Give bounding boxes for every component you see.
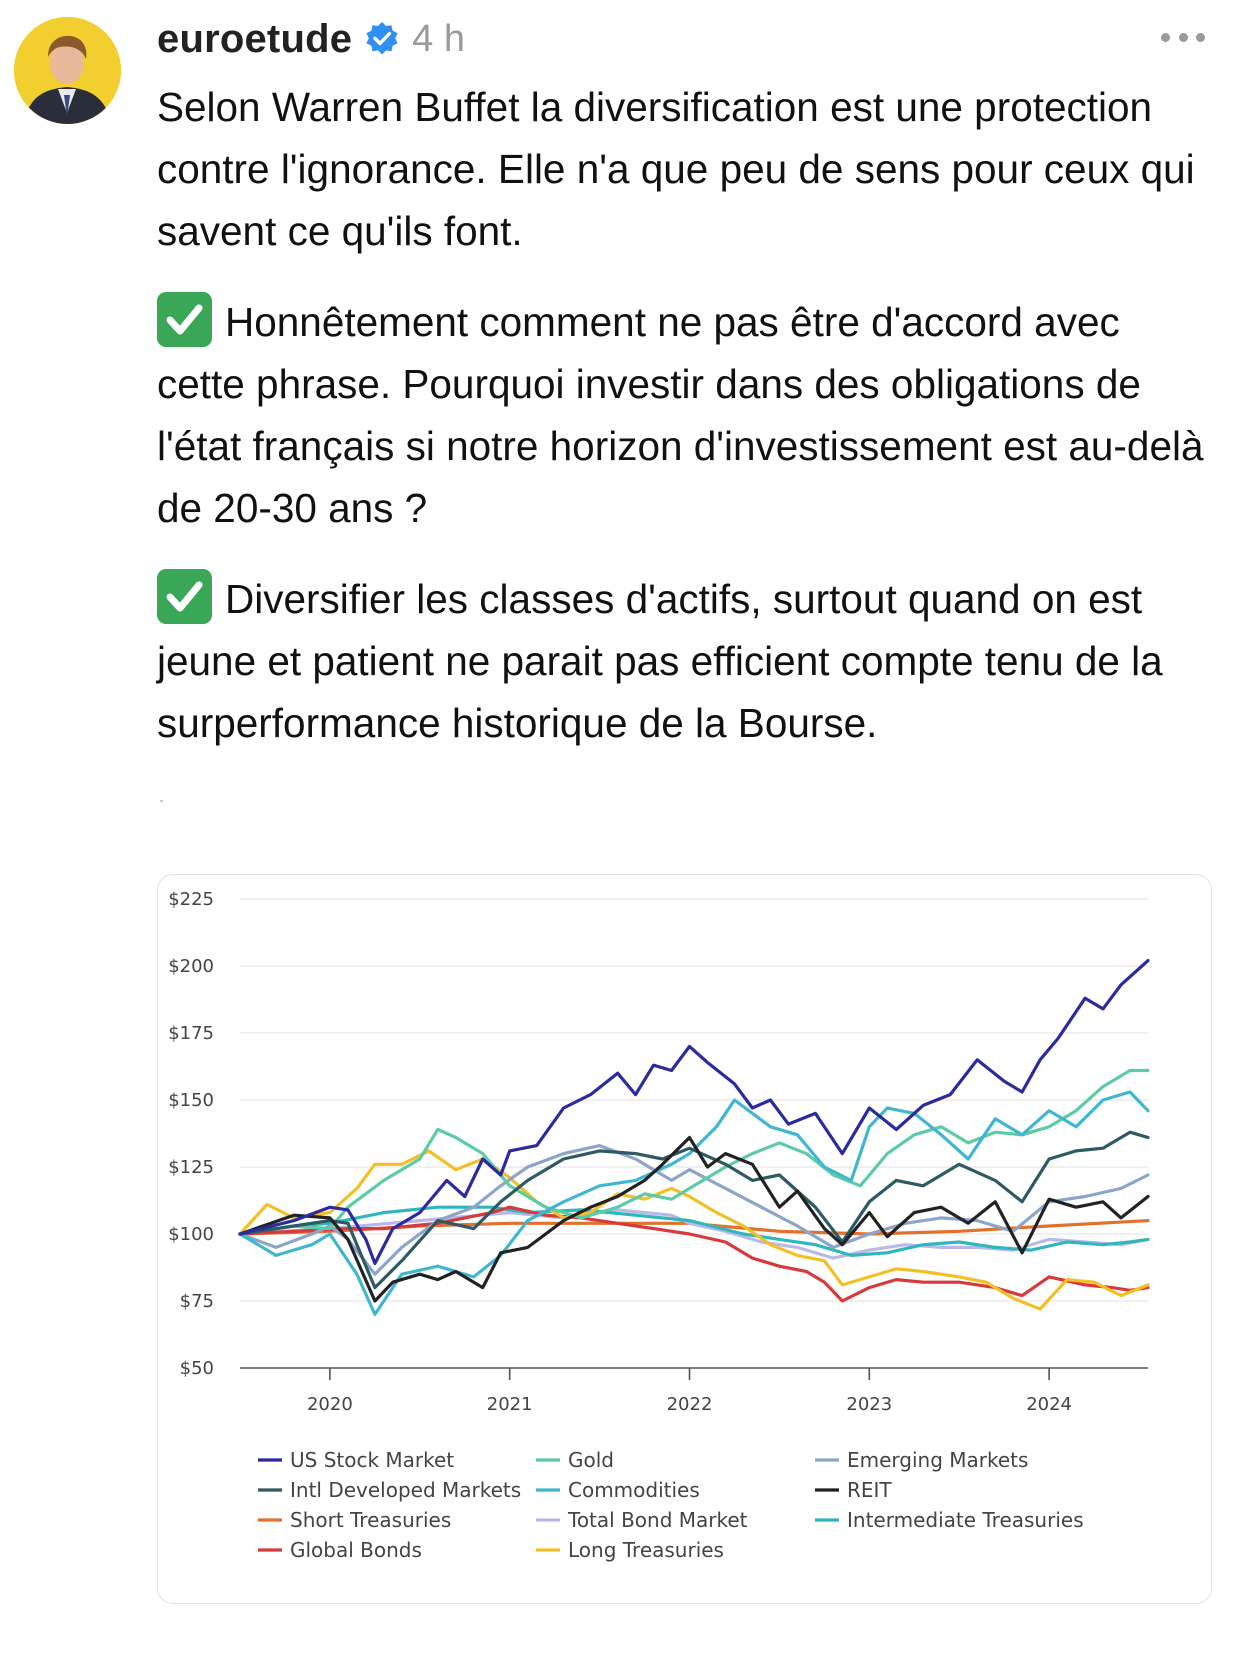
x-tick-label: 2023 <box>846 1394 893 1415</box>
legend-label: Intl Developed Markets <box>290 1478 522 1502</box>
legend-label: REIT <box>847 1478 892 1502</box>
legend-label: Global Bonds <box>290 1538 422 1562</box>
post-timestamp: 4 h <box>412 17 465 60</box>
chart-image[interactable] <box>157 874 1212 1604</box>
more-options-icon[interactable] <box>1161 20 1205 54</box>
legend-label: Commodities <box>568 1478 700 1502</box>
y-tick-label: $150 <box>168 1090 214 1111</box>
post-paragraph-2 <box>157 291 1217 539</box>
check-mark-icon <box>157 292 212 347</box>
y-tick-label: $50 <box>179 1358 214 1379</box>
y-tick-label: $175 <box>168 1023 214 1044</box>
avatar[interactable] <box>14 17 121 124</box>
post-paragraph-2-text: Honnêtement comment ne pas être d'accord avec cette phrase. Pourquoi investir dans des obligations de l'état français si notre horizon d'investissement est au-delà de 20-30 ans ? <box>157 299 1204 531</box>
legend-label: Intermediate Treasuries <box>847 1508 1084 1532</box>
divider-dot <box>160 800 163 802</box>
y-tick-label: $225 <box>168 889 214 910</box>
verified-badge-icon <box>364 21 400 57</box>
legend-label: US Stock Market <box>290 1448 455 1472</box>
x-tick-label: 2021 <box>486 1394 533 1415</box>
post-paragraph-3 <box>157 568 1217 754</box>
post-header <box>157 14 465 64</box>
chart-series <box>240 961 1148 1315</box>
y-tick-label: $125 <box>168 1157 214 1178</box>
check-mark-icon <box>157 569 212 624</box>
chart-legend <box>258 1448 1084 1562</box>
legend-label: Short Treasuries <box>290 1508 452 1532</box>
series-line-us-stock-market <box>240 961 1148 1264</box>
series-line-commodities <box>240 1092 1148 1314</box>
x-tick-label: 2024 <box>1026 1394 1073 1415</box>
more-dot <box>1196 33 1205 42</box>
chart-grid <box>240 899 1148 1301</box>
legend-label: Emerging Markets <box>847 1448 1029 1472</box>
series-line-gold <box>240 1071 1148 1235</box>
avatar-image <box>14 17 121 124</box>
post-paragraph-3-text: Diversifier les classes d'actifs, surtout quand on est jeune et patient ne parait pas efficient compte tenu de la surperformance historique de la Bourse. <box>157 576 1163 746</box>
y-tick-label: $200 <box>168 956 214 977</box>
legend-label: Gold <box>568 1448 614 1472</box>
legend-label: Total Bond Market <box>568 1508 748 1532</box>
y-tick-label: $100 <box>168 1224 214 1245</box>
more-dot <box>1179 33 1188 42</box>
post-paragraph-1: Selon Warren Buffet la diversification est une protection contre l'ignorance. Elle n'a que peu de sens pour ceux qui savent ce qu'ils font. <box>157 84 1195 254</box>
x-tick-label: 2020 <box>306 1394 353 1415</box>
more-dot <box>1161 33 1170 42</box>
legend-label: Long Treasuries <box>568 1538 724 1562</box>
x-tick-label: 2022 <box>666 1394 713 1415</box>
series-line-reit <box>240 1138 1148 1302</box>
line-chart <box>158 875 1211 1603</box>
post-body <box>157 76 1217 783</box>
username[interactable]: euroetude <box>157 16 353 61</box>
chart-axis <box>168 889 1148 1415</box>
y-tick-label: $75 <box>179 1291 214 1312</box>
